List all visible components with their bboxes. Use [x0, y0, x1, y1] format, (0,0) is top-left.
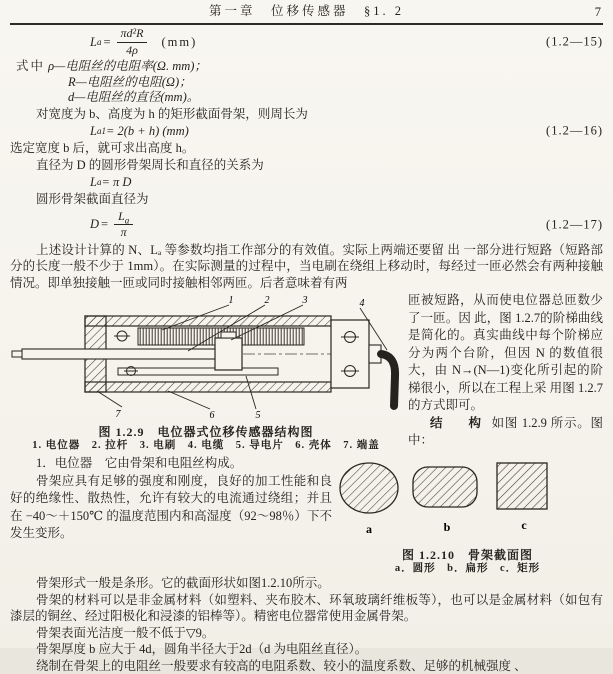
rod-tip [12, 351, 22, 357]
figure-129-caption: 图 1.2.9 电位器式位移传感器结构图 [10, 425, 402, 439]
callout-7: 7 [116, 409, 122, 420]
eq15-fraction [117, 27, 148, 57]
eq17-denominator: π [121, 225, 127, 240]
structure-line [408, 415, 603, 450]
equation-16: L a1 = 2(b + h) (mm) (1.2—16) [10, 122, 603, 140]
cross-sections-drawing [337, 457, 599, 543]
label-c: c [521, 518, 527, 532]
leader-7 [97, 391, 122, 407]
figure-129 [10, 292, 402, 452]
figure-1210-caption: 图 1.2.10 骨架截面图 [332, 548, 603, 562]
label-b: b [443, 520, 450, 534]
figure-129-legend: 1. 电位器 2. 拉杆 3. 电刷 4. 电缆 5. 导电片 6. 壳体 7. 端盖 [10, 439, 402, 452]
housing-top-wall [85, 316, 331, 326]
figure-1210-sublabels: a．圆形 b．扁形 c．矩形 [332, 562, 603, 575]
circle-d-intro: 圆形骨架截面直径为 [10, 191, 603, 208]
brush-contact [221, 332, 236, 338]
flat-section-shape [413, 467, 477, 507]
callout-1: 1 [229, 295, 234, 306]
label-a: a [366, 522, 372, 536]
eq16-rhs: = 2(b + h) (mm) [106, 123, 189, 140]
text-and-figure-row [10, 455, 603, 575]
eq15-unit: (mm) [161, 34, 197, 51]
where-rho: ρ—电阻丝的电阻率(Ω. mm)； [48, 59, 207, 73]
callout-5: 5 [256, 410, 261, 421]
where-line-3: d—电阻丝的直径(mm)。 [10, 90, 603, 106]
housing-bottom-wall [85, 382, 331, 392]
page-number: 7 [595, 4, 601, 21]
equation-17 [10, 208, 603, 242]
design-paragraph-continued: 匝被短路，从而使电位器总匝数少了一匝。因 此，图 1.2.7的阶梯曲线是简化的。真实曲线中每个阶梯应分为两个台阶，但因 N 的数值很大，由 N→(N—1)变化所引起的阶梯很小，所以在工程上采 用图 1.2.7 的方式即可。 [408, 292, 603, 415]
frame-requirements-paragraph: 骨架应具有足够的强度和刚度，良好的加工性能和良好的绝缘性、散热性，允许有较大的电流通过绕组；并且在 −40～＋150℃ 的温度范围内和高湿度（92～98％）下不发生变形。 [10, 473, 332, 543]
callout-6: 6 [210, 410, 215, 421]
potentiometer-heading: 1．电位器 它由骨架和电阻丝构成。 [10, 455, 332, 473]
eq17-var: D [90, 216, 99, 233]
eqc-var: L [90, 174, 97, 191]
where-label: 式中 [16, 59, 45, 73]
eq16-var: L [90, 123, 97, 140]
after-eq16: 选定宽度 b 后，就可求出高度 h。 [10, 140, 603, 157]
chapter-title: 第一章 位移传感器 §1. 2 [209, 4, 404, 18]
callout-4: 4 [360, 298, 365, 309]
callout-2: 2 [265, 295, 270, 306]
right-end-block [331, 320, 369, 388]
eq17-number: (1.2—17) [546, 216, 603, 233]
frame-shape-paragraph: 骨架形式一般是条形。它的截面形状如图1.2.10所示。 [10, 575, 603, 592]
eq17-num-var: L [118, 209, 125, 223]
cable [381, 354, 395, 406]
brush-block [215, 338, 242, 370]
eq16-number: (1.2—16) [546, 123, 603, 140]
page-header [10, 0, 603, 25]
eq17-num-sub: a [125, 215, 130, 225]
equation-circle: L a = π D [10, 173, 603, 191]
sensor-structure-drawing [10, 292, 398, 420]
eq15-var: L [90, 34, 97, 51]
figure-and-text-row [10, 292, 603, 452]
surface-finish-paragraph: 骨架表面光洁度一般不低于▽9。 [10, 625, 603, 642]
conductive-strip [118, 368, 278, 375]
where-line-1 [10, 59, 603, 75]
eq15-number: (1.2—15) [546, 34, 603, 51]
leader-6 [168, 391, 210, 409]
eq15-numerator: πd²R [117, 27, 148, 43]
rect-intro: 对宽度为 b、高度为 h 的矩形截面骨架，则周长为 [10, 106, 603, 123]
right-column [402, 292, 603, 452]
potentiometer-section [10, 455, 332, 575]
circle-intro: 直径为 D 的圆形骨架周长和直径的关系为 [10, 157, 603, 174]
eq17-numerator [114, 210, 133, 226]
eq17-rel: = [101, 216, 108, 233]
eq15-denominator: 4ρ [126, 43, 138, 58]
figure-1210 [332, 455, 603, 575]
equation-15: L a = $\frac{\text{πd²R}}{4\rho}$ (mm) (1.2—15) [10, 25, 603, 59]
design-paragraph: 上述设计计算的 N、Lₐ 等参数均指工作部分的有效值。实际上两端还要留 出 一部分进行短路（短路部分的长度一般不少于 1mm）。在实际测量的过程中，当电刷在绕组上移动时，每经过一匝必然会有两种接触情况。即单独接触一匝或同时接触相邻两匝。后者意味着有两 [10, 242, 603, 292]
structure-text: 如图 1.2.9 所示。图中： [408, 416, 603, 448]
where-line-2: R—电阻丝的电阻(Ω)； [10, 75, 603, 91]
eqc-rhs: = π D [101, 174, 131, 191]
structure-label: 结 构 [430, 416, 488, 430]
frame-thickness-paragraph: 骨架厚度 b 应大于 4d，圆角半径大于2d（d 为电阻丝直径）。 [10, 641, 603, 658]
rect-section-shape [497, 463, 547, 509]
eq15-rel: = [103, 34, 110, 51]
callout-3: 3 [302, 295, 308, 306]
wire-requirements-paragraph: 绕制在骨架上的电阻丝一般要求有较高的电阻系数、较小的温度系数、足够的机械强度 、 [10, 658, 603, 674]
bottom-paragraphs [10, 575, 603, 674]
round-section-shape [340, 463, 398, 513]
eq17-fraction [114, 210, 133, 240]
frame-material-paragraph: 骨架的材料可以是非金属材料（如塑料、夹布胶木、环氧玻璃纤维板等），也可以是金属材料（如包有漆层的铜丝、经过阳极化和浸漆的铝棒等）。精密电位器常使用金属骨架。 [10, 592, 603, 625]
